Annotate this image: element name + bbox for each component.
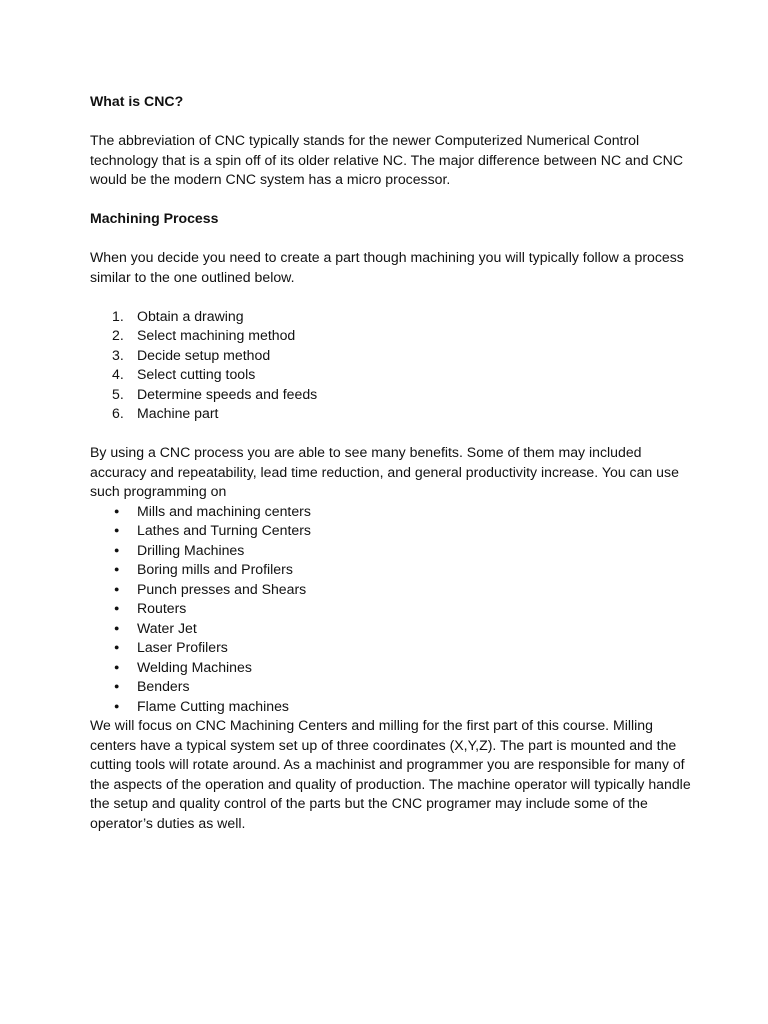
list-item: ● Welding Machines <box>90 658 700 678</box>
list-item <box>90 404 700 424</box>
paragraph-closing: We will focus on CNC Machining Centers and milling for the first part of this course. Milling centers have a typical system set up of three coordinates (X,Y,Z). The part is mounted and the cutting tools will rotate around. As a machinist and programmer you are responsible for many of the aspects of the operation and quality of production. The machine operator will typically handle the setup and quality control of the parts but the CNC programer may include some of the operator’s duties as well. <box>90 717 691 831</box>
step-text: Select machining method <box>137 327 296 343</box>
list-item: ● Laser Profilers <box>90 638 700 658</box>
list-item: ● Routers <box>90 599 700 619</box>
list-item <box>90 346 700 366</box>
step-number: 3. <box>112 346 124 363</box>
step-text: Select cutting tools <box>137 366 256 382</box>
list-item: ● Water Jet <box>90 619 700 639</box>
list-item: ● Boring mills and Profilers <box>90 560 700 580</box>
list-item: ● Flame Cutting machines <box>90 697 700 717</box>
machine-types-list <box>90 502 700 717</box>
step-number: 6. <box>112 405 124 421</box>
paragraph-cnc-definition: The abbreviation of CNC typically stands for the newer Computerized Numerical Control technology that is a spin off of its older relative NC. The major difference between NC and CNC would be the modern CNC system has a micro processor. <box>90 132 684 187</box>
list-item: ● Benders <box>90 677 700 697</box>
list-item: ● Mills and machining centers <box>90 502 700 522</box>
document-body <box>90 92 700 833</box>
step-number: 4. <box>112 366 124 382</box>
step-text: Determine speeds and feeds <box>137 385 318 402</box>
paragraph-benefits: By using a CNC process you are able to see many benefits. Some of them may included accuracy and repeatability, lead time reduction, and general productivity increase. You can use such programming on <box>90 444 679 499</box>
paragraph-process-intro: When you decide you need to create a part though machining you will typically follow a process similar to the one outlined below. <box>90 249 684 285</box>
list-item: ● Drilling Machines <box>90 541 700 561</box>
list-item <box>90 326 700 346</box>
list-item <box>90 307 700 327</box>
list-item <box>90 385 700 405</box>
step-number: 5. <box>112 385 124 402</box>
step-text: Machine part <box>137 405 219 421</box>
step-number: 2. <box>112 327 124 343</box>
step-text: Decide setup method <box>137 346 271 363</box>
process-steps-list <box>90 307 700 424</box>
list-item: ● Lathes and Turning Centers <box>90 521 700 541</box>
list-item: ● Punch presses and Shears <box>90 580 700 600</box>
heading-machining-process: Machining Process <box>90 210 219 226</box>
step-number: 1. <box>112 307 124 324</box>
list-item <box>90 365 700 385</box>
heading-what-is-cnc: What is CNC? <box>90 93 184 109</box>
step-text: Obtain a drawing <box>137 307 244 324</box>
